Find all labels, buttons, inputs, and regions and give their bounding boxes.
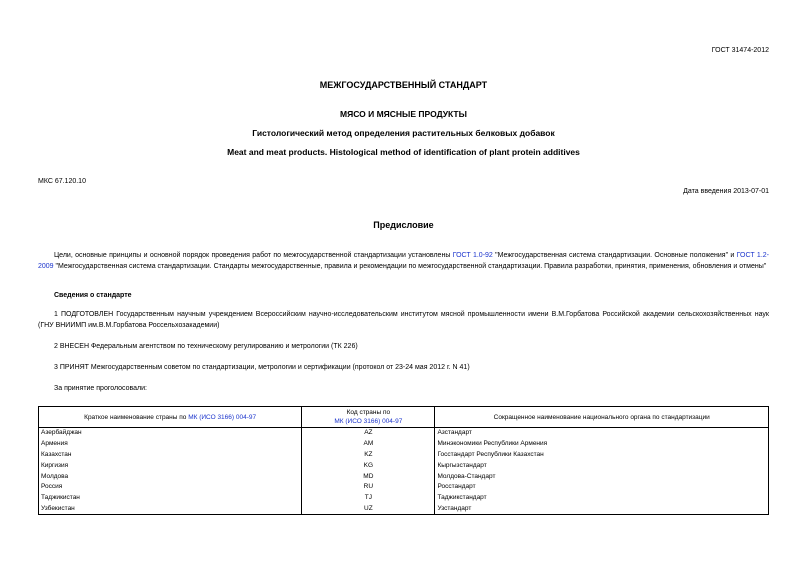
document-code: ГОСТ 31474-2012 (711, 47, 769, 54)
voted-label: За принятие проголосовали: (54, 385, 147, 392)
document-subtitle: Гистологический метод определения растительных белковых добавок (252, 128, 555, 138)
standard-type: МЕЖГОСУДАРСТВЕННЫЙ СТАНДАРТ (319, 80, 488, 90)
standards-body: Молдова-Стандарт (435, 471, 769, 482)
document-title: МЯСО И МЯСНЫЕ ПРОДУКТЫ (340, 109, 467, 119)
table-row (39, 471, 769, 482)
country-code: MD (302, 471, 435, 482)
country-code: UZ (302, 504, 435, 515)
country-name: Киргизия (39, 460, 302, 471)
gost-1-2-link[interactable]: ГОСТ 1.2-2009 (38, 252, 769, 270)
country-code: KZ (302, 450, 435, 461)
country-code: RU (302, 482, 435, 493)
table-row (39, 493, 769, 504)
header-standards-body: Сокращенное наименование национального органа по стандартизации (435, 407, 769, 428)
item-adopted: 3 ПРИНЯТ Межгосударственным советом по стандартизации, метрологии и сертификации (протокол от 23-24 мая 2012 г. N 41) (54, 364, 470, 371)
item-submitted: 2 ВНЕСЕН Федеральным агентством по техническому регулированию и метрологии (ТК 226) (54, 343, 358, 350)
table-row (39, 504, 769, 515)
document-title-en: Meat and meat products. Histological method of identification of plant protein additives (227, 147, 580, 157)
country-code: AZ (302, 428, 435, 439)
table-row (39, 450, 769, 461)
standards-body: Кыргызстандарт (435, 460, 769, 471)
mk-iso-link[interactable]: МК (ИСО 3166) 004-97 (334, 418, 403, 425)
foreword-paragraph (38, 251, 769, 272)
country-name: Молдова (39, 471, 302, 482)
table-row (39, 439, 769, 450)
table-row (39, 482, 769, 493)
table-row (39, 428, 769, 439)
member-states-table (38, 406, 769, 515)
country-name: Узбекистан (39, 504, 302, 515)
country-code: TJ (302, 493, 435, 504)
country-name: Казахстан (39, 450, 302, 461)
standards-body: Узстандарт (435, 504, 769, 515)
mks-code: МКС 67.120.10 (38, 178, 86, 185)
item-prepared: 1 ПОДГОТОВЛЕН Государственным научным учреждением Всероссийским научно-исследовательским институтом мясной промышленности имени В.М.Горбатова Российской академии сельскохозяйственных наук (ГНУ ВНИИМП им.В.М.Горбатова Россельхозакадемии) (38, 311, 769, 329)
paragraph-text: "Межгосударственная система стандартизации. Основные положения" и (492, 252, 737, 259)
standards-body: Таджикстандарт (435, 493, 769, 504)
header-text: Код страны по (346, 409, 391, 416)
standards-body: Росстандарт (435, 482, 769, 493)
paragraph-text: "Межгосударственная система стандартизации. Стандарты межгосударственные, правила и рекомендации по межгосударственной стандартизации. Правила разработки, принятия, применения, обновления и отмены" (53, 262, 767, 270)
table-row (39, 460, 769, 471)
country-name: Россия (39, 482, 302, 493)
standards-body: Минэкономики Республики Армения (435, 439, 769, 450)
standard-info-heading: Сведения о стандарте (54, 292, 132, 299)
standards-body: Азстандарт (435, 428, 769, 439)
introduction-date: Дата введения 2013-07-01 (683, 188, 769, 195)
header-country-code (302, 407, 435, 428)
header-country-name (39, 407, 302, 428)
table-header-row (39, 407, 769, 428)
mk-iso-link[interactable]: МК (ИСО 3166) 004-97 (188, 413, 257, 421)
country-name: Азербайджан (39, 428, 302, 439)
country-name: Армения (39, 439, 302, 450)
standards-body: Госстандарт Республики Казахстан (435, 450, 769, 461)
country-code: KG (302, 460, 435, 471)
foreword-heading: Предисловие (373, 220, 434, 230)
header-text: Краткое наименование страны по (84, 413, 189, 421)
country-name: Таджикистан (39, 493, 302, 504)
gost-1-0-link[interactable]: ГОСТ 1.0-92 (452, 252, 493, 259)
country-code: AM (302, 439, 435, 450)
paragraph-text: Цели, основные принципы и основной порядок проведения работ по межгосударственной стандартизации установлены (54, 252, 453, 259)
